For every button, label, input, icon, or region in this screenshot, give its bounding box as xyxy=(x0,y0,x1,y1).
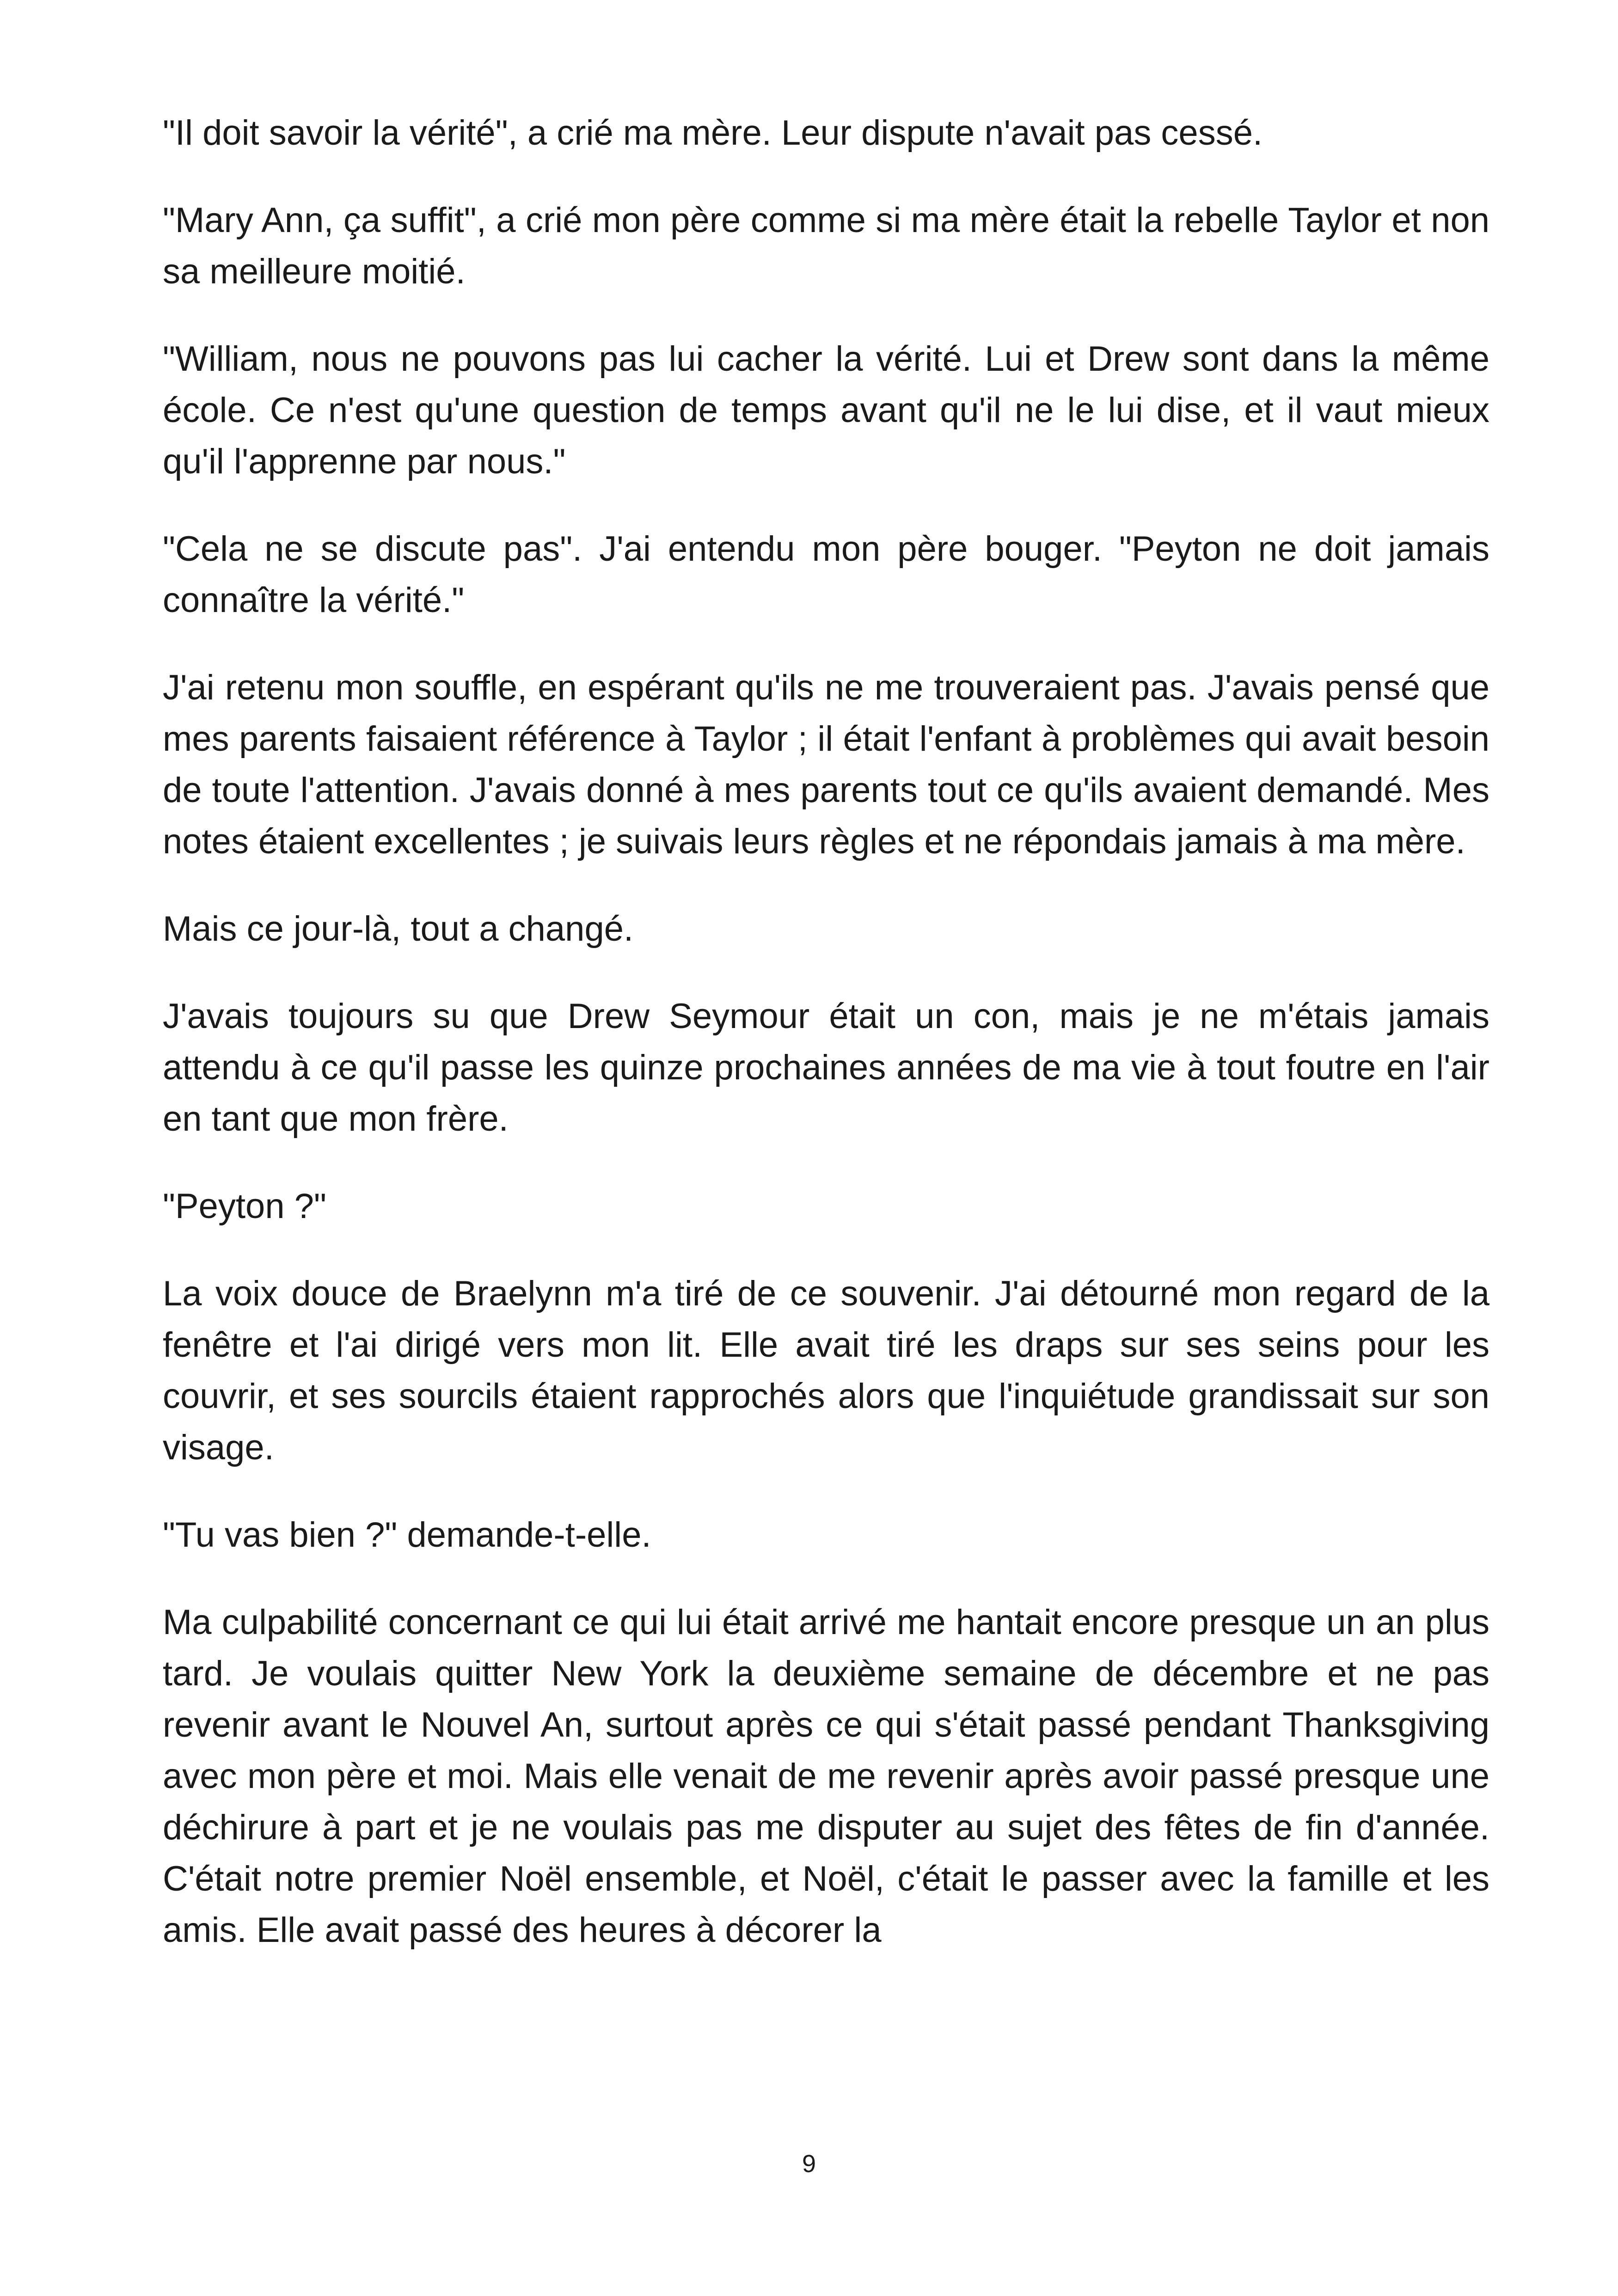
paragraph-10: "Tu vas bien ?" demande-t-elle. xyxy=(163,1515,651,1555)
paragraph-8: "Peyton ?" xyxy=(163,1187,326,1226)
paragraph-3: "William, nous ne pouvons pas lui cacher la vérité. Lui et Drew sont dans la même école. Ce n'est qu'une question de temps avant qu'il ne le lui dise, et il vaut mieux qu'il l'apprenne par nous." xyxy=(163,339,1489,481)
paragraph-2: "Mary Ann, ça suffit", a crié mon père comme si ma mère était la rebelle Taylor et non sa meilleure moitié. xyxy=(163,201,1489,291)
body-text xyxy=(163,107,1489,1992)
paragraph-6: Mais ce jour-là, tout a changé. xyxy=(163,909,634,949)
paragraph-4: "Cela ne se discute pas". J'ai entendu mon père bouger. "Peyton ne doit jamais connaître la vérité." xyxy=(163,529,1489,620)
paragraph-1: "Il doit savoir la vérité", a crié ma mère. Leur dispute n'avait pas cessé. xyxy=(163,113,1263,153)
paragraph-9: La voix douce de Braelynn m'a tiré de ce souvenir. J'ai détourné mon regard de la fenêtre et l'ai dirigé vers mon lit. Elle avait tiré les draps sur ses seins pour les couvrir, et ses sourcils étaient rapprochés alors que l'inquiétude grandissait sur son visage. xyxy=(163,1274,1489,1467)
paragraph-7: J'avais toujours su que Drew Seymour était un con, mais je ne m'étais jamais attendu à ce qu'il passe les quinze prochaines années de ma vie à tout foutre en l'air en tant que mon frère. xyxy=(163,997,1489,1139)
paragraph-5: J'ai retenu mon souffle, en espérant qu'ils ne me trouveraient pas. J'avais pensé que mes parents faisaient référence à Taylor ; il était l'enfant à problèmes qui avait besoin de toute l'attention. J'avais donné à mes parents tout ce qu'ils avaient demandé. Mes notes étaient excellentes ; je suivais leurs règles et ne répondais jamais à ma mère. xyxy=(163,668,1489,861)
paragraph-11: Ma culpabilité concernant ce qui lui était arrivé me hantait encore presque un an plus tard. Je voulais quitter New York la deuxième semaine de décembre et ne pas revenir avant le Nouvel An, surtout après ce qui s'était passé pendant Thanksgiving avec mon père et moi. Mais elle venait de me revenir après avoir passé presque une déchirure à part et je ne voulais pas me disputer au sujet des fêtes de fin d'année. C'était notre premier Noël ensemble, et Noël, c'était le passer avec la famille et les amis. Elle avait passé des heures à décorer la xyxy=(163,1603,1489,1950)
page-number: 9 xyxy=(802,2150,816,2178)
